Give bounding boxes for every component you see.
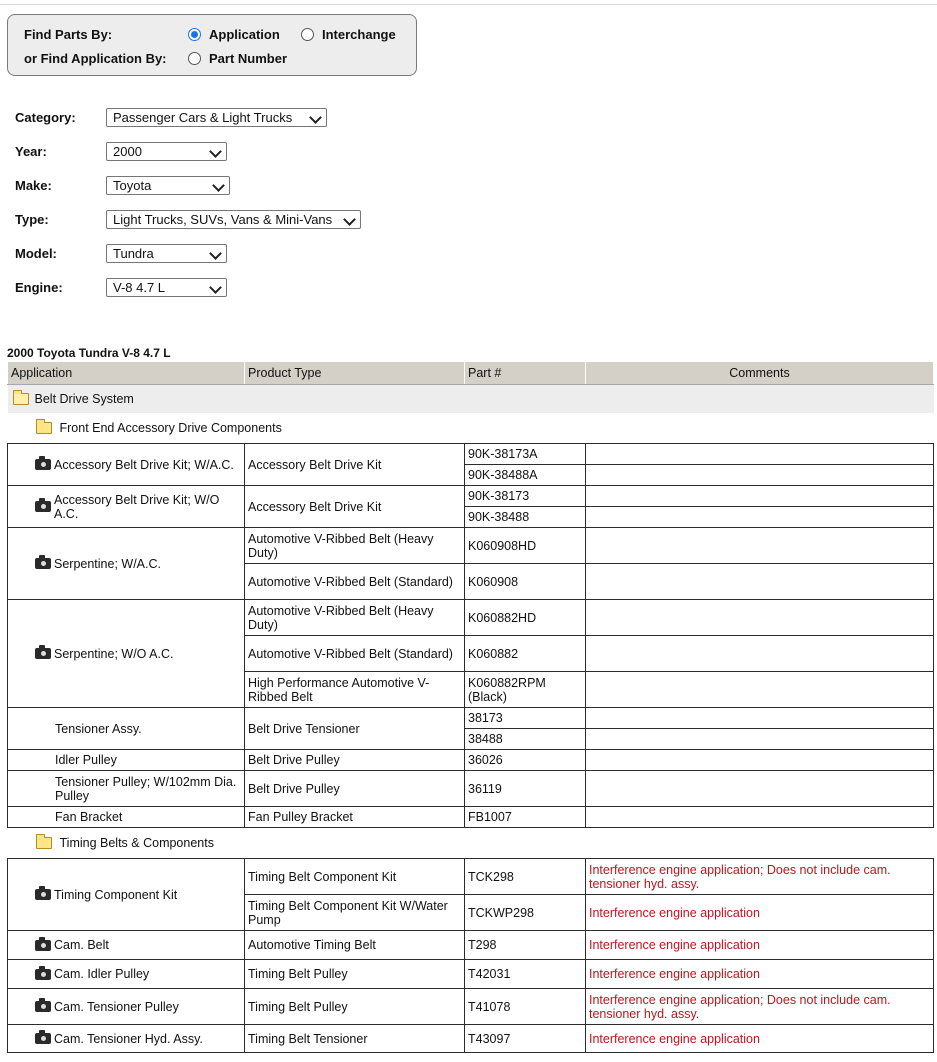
camera-icon[interactable] [35, 1001, 51, 1012]
engine-label: Engine: [15, 279, 63, 295]
header-part-number: Part # [465, 362, 586, 385]
radio-unselected-icon[interactable] [301, 28, 314, 41]
application-cell [8, 528, 245, 600]
application-cell [8, 1025, 245, 1053]
application-cell [8, 960, 245, 989]
table-row [8, 1025, 934, 1053]
comments-cell [586, 528, 934, 564]
application-cell: Tensioner Assy. [8, 708, 245, 750]
comments-cell [586, 672, 934, 708]
product-type-cell: Timing Belt Component Kit W/Water Pump [245, 895, 465, 931]
chevron-down-icon [209, 281, 222, 294]
table-row [8, 600, 934, 636]
engine-value: V-8 4.7 L [113, 279, 166, 295]
product-type-cell: Automotive V-Ribbed Belt (Heavy Duty) [245, 600, 465, 636]
table-row [8, 528, 934, 564]
folder-icon [36, 422, 52, 434]
radio-interchange[interactable] [301, 27, 396, 42]
table-row [8, 807, 934, 828]
application-text: Cam. Tensioner Hyd. Assy. [54, 1031, 203, 1046]
system-label[interactable]: Belt Drive System [34, 392, 134, 406]
part-number-link[interactable]: 90K-38488 [465, 507, 586, 528]
type-label: Type: [15, 211, 49, 227]
radio-application[interactable] [188, 27, 280, 42]
system-row[interactable] [8, 385, 934, 414]
application-cell [8, 486, 245, 528]
filter-model [15, 243, 227, 263]
part-number-link[interactable]: 36026 [465, 750, 586, 771]
filter-type [15, 209, 361, 229]
camera-icon[interactable] [35, 889, 51, 900]
part-number-link[interactable]: K060882 [465, 636, 586, 672]
comments-cell: Interference engine application [586, 960, 934, 989]
comments-cell [586, 771, 934, 807]
year-value: 2000 [113, 143, 142, 159]
chevron-down-icon [209, 247, 222, 260]
camera-icon[interactable] [35, 969, 51, 980]
part-number-link[interactable]: 90K-38488A [465, 465, 586, 486]
part-number-link[interactable]: 36119 [465, 771, 586, 807]
application-cell: Fan Bracket [8, 807, 245, 828]
part-number-link[interactable]: T42031 [465, 960, 586, 989]
radio-selected-icon[interactable] [188, 28, 201, 41]
radio-part-number[interactable] [188, 51, 287, 66]
model-label: Model: [15, 245, 57, 261]
application-cell: Tensioner Pulley; W/102mm Dia. Pulley [8, 771, 245, 807]
find-application-label: or Find Application By: [24, 51, 167, 66]
make-label: Make: [15, 177, 52, 193]
results-title: 2000 Toyota Tundra V-8 4.7 L [7, 346, 171, 360]
comments-cell: Interference engine application [586, 931, 934, 960]
part-number-link[interactable]: T43097 [465, 1025, 586, 1053]
camera-icon[interactable] [35, 940, 51, 951]
table-row [8, 771, 934, 807]
group-row[interactable] [8, 413, 934, 444]
table-row [8, 708, 934, 729]
results-table [7, 361, 934, 1053]
camera-icon[interactable] [35, 648, 51, 659]
comments-cell [586, 465, 934, 486]
product-type-cell: Accessory Belt Drive Kit [245, 486, 465, 528]
header-application: Application [8, 362, 245, 385]
product-type-cell: Automotive V-Ribbed Belt (Standard) [245, 636, 465, 672]
application-cell [8, 859, 245, 931]
table-header-row [8, 362, 934, 385]
radio-application-label: Application [209, 27, 280, 42]
part-number-link[interactable]: K060908 [465, 564, 586, 600]
model-value: Tundra [113, 245, 154, 261]
comments-cell: Interference engine application; Does not include cam. tensioner hyd. assy. [586, 859, 934, 895]
comments-cell: Interference engine application [586, 895, 934, 931]
model-select[interactable] [106, 244, 227, 263]
folder-icon [36, 837, 52, 849]
product-type-cell: Automotive V-Ribbed Belt (Standard) [245, 564, 465, 600]
product-type-cell: Automotive Timing Belt [245, 931, 465, 960]
radio-interchange-label: Interchange [322, 27, 396, 42]
radio-unselected-icon[interactable] [188, 52, 201, 65]
type-select[interactable] [106, 210, 361, 229]
table-row [8, 444, 934, 465]
category-label: Category: [15, 109, 76, 125]
top-divider [0, 4, 937, 5]
product-type-cell: Automotive V-Ribbed Belt (Heavy Duty) [245, 528, 465, 564]
chevron-down-icon [343, 213, 356, 226]
product-type-cell: Timing Belt Tensioner [245, 1025, 465, 1053]
part-number-link[interactable]: 90K-38173A [465, 444, 586, 465]
product-type-cell: High Performance Automotive V-Ribbed Belt [245, 672, 465, 708]
chevron-down-icon [209, 145, 222, 158]
application-cell [8, 989, 245, 1025]
category-value: Passenger Cars & Light Trucks [113, 109, 293, 125]
comments-cell [586, 708, 934, 729]
application-text: Accessory Belt Drive Kit; W/O A.C. [54, 492, 220, 521]
header-product-type: Product Type [245, 362, 465, 385]
table-row [8, 859, 934, 895]
comments-cell [586, 729, 934, 750]
make-select[interactable] [106, 176, 230, 195]
application-cell [8, 931, 245, 960]
comments-cell [586, 750, 934, 771]
filter-make [15, 175, 230, 195]
application-text: Accessory Belt Drive Kit; W/A.C. [54, 457, 234, 472]
year-select[interactable] [106, 142, 227, 161]
header-comments: Comments [586, 362, 934, 385]
engine-select[interactable] [106, 278, 227, 297]
group-label[interactable]: Front End Accessory Drive Components [59, 421, 282, 435]
group-label[interactable]: Timing Belts & Components [59, 836, 214, 850]
part-number-link[interactable]: K060882HD [465, 600, 586, 636]
table-row [8, 486, 934, 507]
application-text: Serpentine; W/A.C. [54, 556, 161, 571]
comments-cell [586, 636, 934, 672]
product-type-cell: Timing Belt Pulley [245, 989, 465, 1025]
table-row [8, 750, 934, 771]
find-parts-panel [7, 14, 417, 76]
part-number-link[interactable]: FB1007 [465, 807, 586, 828]
application-text: Cam. Belt [54, 938, 109, 952]
product-type-cell: Timing Belt Component Kit [245, 859, 465, 895]
comments-cell [586, 600, 934, 636]
camera-icon[interactable] [35, 558, 51, 569]
comments-cell [586, 486, 934, 507]
year-label: Year: [15, 143, 47, 159]
table-row [8, 931, 934, 960]
camera-icon[interactable] [35, 501, 51, 512]
comments-cell: Interference engine application; Does not include cam. tensioner hyd. assy. [586, 989, 934, 1025]
application-text: Cam. Tensioner Pulley [54, 999, 179, 1014]
application-cell [8, 444, 245, 486]
part-number-link[interactable]: T298 [465, 931, 586, 960]
comments-cell [586, 507, 934, 528]
application-cell [8, 600, 245, 708]
open-folder-icon [13, 393, 29, 405]
make-value: Toyota [113, 177, 152, 193]
filter-engine [15, 277, 227, 297]
product-type-cell: Fan Pulley Bracket [245, 807, 465, 828]
comments-cell: Interference engine application [586, 1025, 934, 1053]
comments-cell [586, 444, 934, 465]
application-cell: Idler Pulley [8, 750, 245, 771]
application-text: Serpentine; W/O A.C. [54, 646, 174, 661]
part-number-link[interactable]: TCKWP298 [465, 895, 586, 931]
part-number-link[interactable]: T41078 [465, 989, 586, 1025]
camera-icon[interactable] [35, 459, 51, 470]
comments-cell [586, 807, 934, 828]
category-select[interactable] [106, 108, 327, 127]
product-type-cell: Belt Drive Pulley [245, 750, 465, 771]
comments-cell [586, 564, 934, 600]
type-value: Light Trucks, SUVs, Vans & Mini-Vans [113, 211, 333, 227]
radio-part-number-label: Part Number [209, 51, 288, 66]
product-type-cell: Belt Drive Pulley [245, 771, 465, 807]
part-number-link[interactable]: 90K-38173 [465, 486, 586, 507]
chevron-down-icon [212, 179, 225, 192]
part-number-link[interactable]: K060882RPM (Black) [465, 672, 586, 708]
product-type-cell: Accessory Belt Drive Kit [245, 444, 465, 486]
find-parts-label: Find Parts By: [24, 27, 113, 42]
group-row[interactable] [8, 828, 934, 859]
part-number-link[interactable]: TCK298 [465, 859, 586, 895]
part-number-link[interactable]: 38488 [465, 729, 586, 750]
application-text: Timing Component Kit [54, 887, 178, 902]
part-number-link[interactable]: K060908HD [465, 528, 586, 564]
filter-year [15, 141, 227, 161]
table-row [8, 989, 934, 1025]
product-type-cell: Timing Belt Pulley [245, 960, 465, 989]
filter-category [15, 107, 327, 127]
application-text: Cam. Idler Pulley [54, 967, 150, 981]
camera-icon[interactable] [35, 1033, 51, 1044]
table-row [8, 960, 934, 989]
product-type-cell: Belt Drive Tensioner [245, 708, 465, 750]
part-number-link[interactable]: 38173 [465, 708, 586, 729]
chevron-down-icon [309, 111, 322, 124]
